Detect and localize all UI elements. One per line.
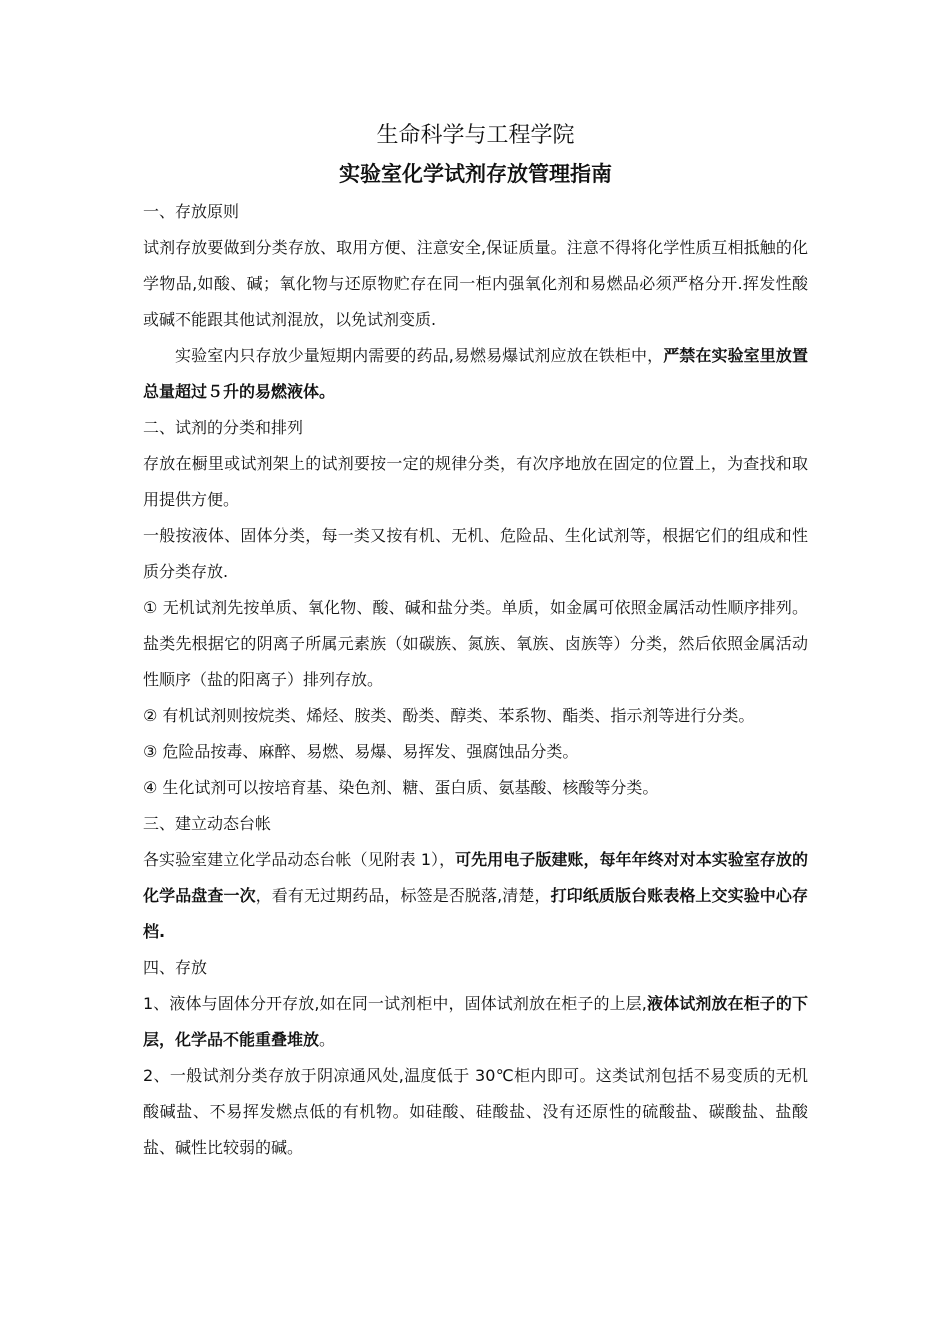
section-heading-classification: 二、试剂的分类和排列 (143, 418, 304, 437)
paragraph-classification-intro: 存放在橱里或试剂架上的试剂要按一定的规律分类，有次序地放在固定的位置上，为查找和取用提供方便。 (143, 454, 808, 509)
list-item-biochemical: ④ 生化试剂可以按培育基、染色剂、糖、蛋白质、氨基酸、核酸等分类。 (143, 778, 659, 797)
lab-storage-text: 实验室内只存放少量短期内需要的药品,易燃易爆试剂应放在铁柜中， (175, 346, 664, 365)
paragraph-classification-method: 一般按液体、固体分类，每一类又按有机、无机、危险品、生化试剂等，根据它们的组成和性质分类存放. (143, 526, 808, 581)
ledger-text-2: ，看有无过期药品，标签是否脱落,清楚， (255, 886, 551, 905)
document-title: 实验室化学试剂存放管理指南 (339, 162, 612, 186)
section-heading-storage-principles: 一、存放原则 (143, 202, 240, 221)
list-item-organic: ② 有机试剂则按烷类、烯烃、胺类、酚类、醇类、苯系物、酯类、指示剂等进行分类。 (143, 706, 755, 725)
section-heading-storage: 四、存放 (143, 958, 208, 977)
paragraph-lab-storage-limit (143, 338, 808, 410)
paragraph-general-reagents: 2、一般试剂分类存放于阴凉通风处,温度低于 30℃柜内即可。这类试剂包括不易变质的无机酸碱盐、不易挥发燃点低的有机物。如硅酸、硅酸盐、没有还原性的硫酸盐、碳酸盐、盐酸盐、碱性比较弱的碱。 (143, 1066, 808, 1157)
ledger-bold-1: 可先用电子版建账，每年年终对对本实验室存放的化学品盘查一次 (143, 850, 808, 905)
ledger-bold-2: 打印纸质版台账表格上交实验中心存档. (143, 886, 808, 941)
liquid-solid-text: 1、液体与固体分开存放,如在同一试剂柜中，固体试剂放在柜子的上层, (143, 994, 647, 1013)
section-heading-ledger: 三、建立动态台帐 (143, 814, 272, 833)
paragraph-ledger (143, 842, 808, 950)
liquid-solid-end: 。 (319, 1030, 336, 1049)
paragraph-liquid-solid (143, 986, 808, 1058)
lab-storage-warning: 严禁在实验室里放置总量超过５升的易燃液体。 (143, 346, 808, 401)
list-item-hazardous: ③ 危险品按毒、麻醉、易燃、易爆、易挥发、强腐蚀品分类。 (143, 742, 579, 761)
paragraph-storage-principles: 试剂存放要做到分类存放、取用方便、注意安全,保证质量。注意不得将化学性质互相抵触的化学物品,如酸、碱；氧化物与还原物贮存在同一柜内强氧化剂和易燃品必须严格分开.挥发性酸或碱不能跟其他试剂混放，以免试剂变质. (143, 238, 808, 329)
list-item-inorganic: ① 无机试剂先按单质、氧化物、酸、碱和盐分类。单质，如金属可依照金属活动性顺序排列。盐类先根据它的阴离子所属元素族（如碳族、氮族、氧族、卤族等）分类，然后依照金属活动性顺序（盐的阳离子）排列存放。 (143, 598, 808, 689)
liquid-solid-bold: 液体试剂放在柜子的下层，化学品不能重叠堆放 (143, 994, 808, 1049)
institution-title: 生命科学与工程学院 (376, 123, 575, 148)
document-body (143, 118, 808, 1166)
ledger-text-1: 各实验室建立化学品动态台帐（见附表 1）， (143, 850, 456, 869)
